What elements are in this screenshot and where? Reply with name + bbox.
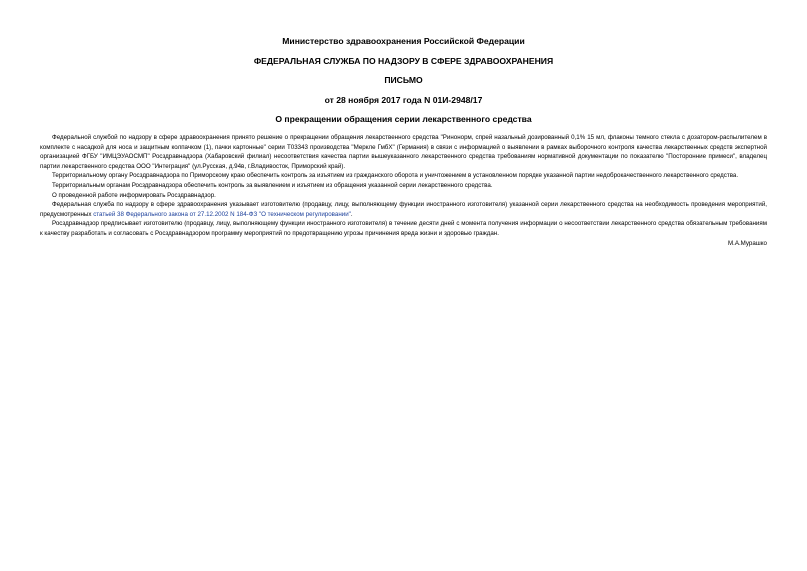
paragraph-manufacturer-end: . <box>350 210 353 218</box>
paragraph-primorsky-control: Территориальному органу Росздравнадзора по Приморскому краю обеспечить контроль за изъятием из гражданского оборота и уничтожением в установленном порядке указанной партии недоброкачественного лекарственного средства. <box>52 172 739 180</box>
paragraph-territorial-control: Территориальным органам Росздравнадзора обеспечить контроль за выявлением и изъятием из обращения указанной серии лекарственного средства. <box>52 181 493 189</box>
paragraph-manufacturer-text: Федеральная служба по надзору в сфере здравоохранения указывает изготовителю (продавцу, лицу, выполняющему функции иностранного изготовителя) указанной серии лекарственного средства на необходимость проведения мероприятий, предусмотренных <box>40 201 767 218</box>
service-title: ФЕДЕРАЛЬНАЯ СЛУЖБА ПО НАДЗОРУ В СФЕРЕ ЗДРАВООХРАНЕНИЯ <box>253 56 554 66</box>
document-type: ПИСЬМО <box>384 75 423 85</box>
signature: М.А.Мурашко <box>727 239 767 247</box>
law-article-link[interactable]: статьей 38 Федерального закона от 27.12.2002 N 184-ФЗ "О техническом регулировании" <box>93 210 351 218</box>
paragraph-inform: О проведенной работе информировать Росздравнадзор. <box>52 191 216 199</box>
document-date: от 28 ноября 2017 года N 01И-2948/17 <box>324 95 483 105</box>
paragraph-manufacturer-measures <box>40 200 767 219</box>
ministry-title: Министерство здравоохранения Российской Федерации <box>282 36 525 46</box>
paragraph-program-requirement: Росздравнадзор предписывает изготовителю (продавцу, лицу, выполняющему функции иностранного изготовителя) в течение десяти дней с момента получения информации о несоответствии лекарственного средства обязательным требованиям к качеству разработать и согласовать с Росздравнадзором программу мероприятий по предотвращению угрозы причинения вреда жизни и здоровью граждан. <box>40 220 767 237</box>
document-body <box>40 133 767 248</box>
document-subject: О прекращении обращения серии лекарственного средства <box>275 114 532 124</box>
paragraph-decision: Федеральной службой по надзору в сфере здравоохранения принято решение о прекращении обращения лекарственного средства "Риноноpм, спрей назальный дозированный 0,1% 15 мл, флаконы темного стекла с дозатором-распылителем в комплекте с насадкой для носа и защитным колпачком (1), пачки картонные" серии Т03343 производства "Меркле ГмбХ" (Германия) в связи с информацией о выявлении в рамках выборочного контроля качества лекарственных средств экспертной организацией ФГБУ "ИМЦЭУАОСМП" Росздравнадзора (Хабаровский филиал) несоответствия качества партии вышеуказанного лекарственного средства требованиям нормативной документации по показателю "Посторонние примеси", владелец партии лекарственного средства ООО "Интеграция" (ул.Русская, д.94в, г.Владивосток, Приморский край). <box>40 134 767 170</box>
